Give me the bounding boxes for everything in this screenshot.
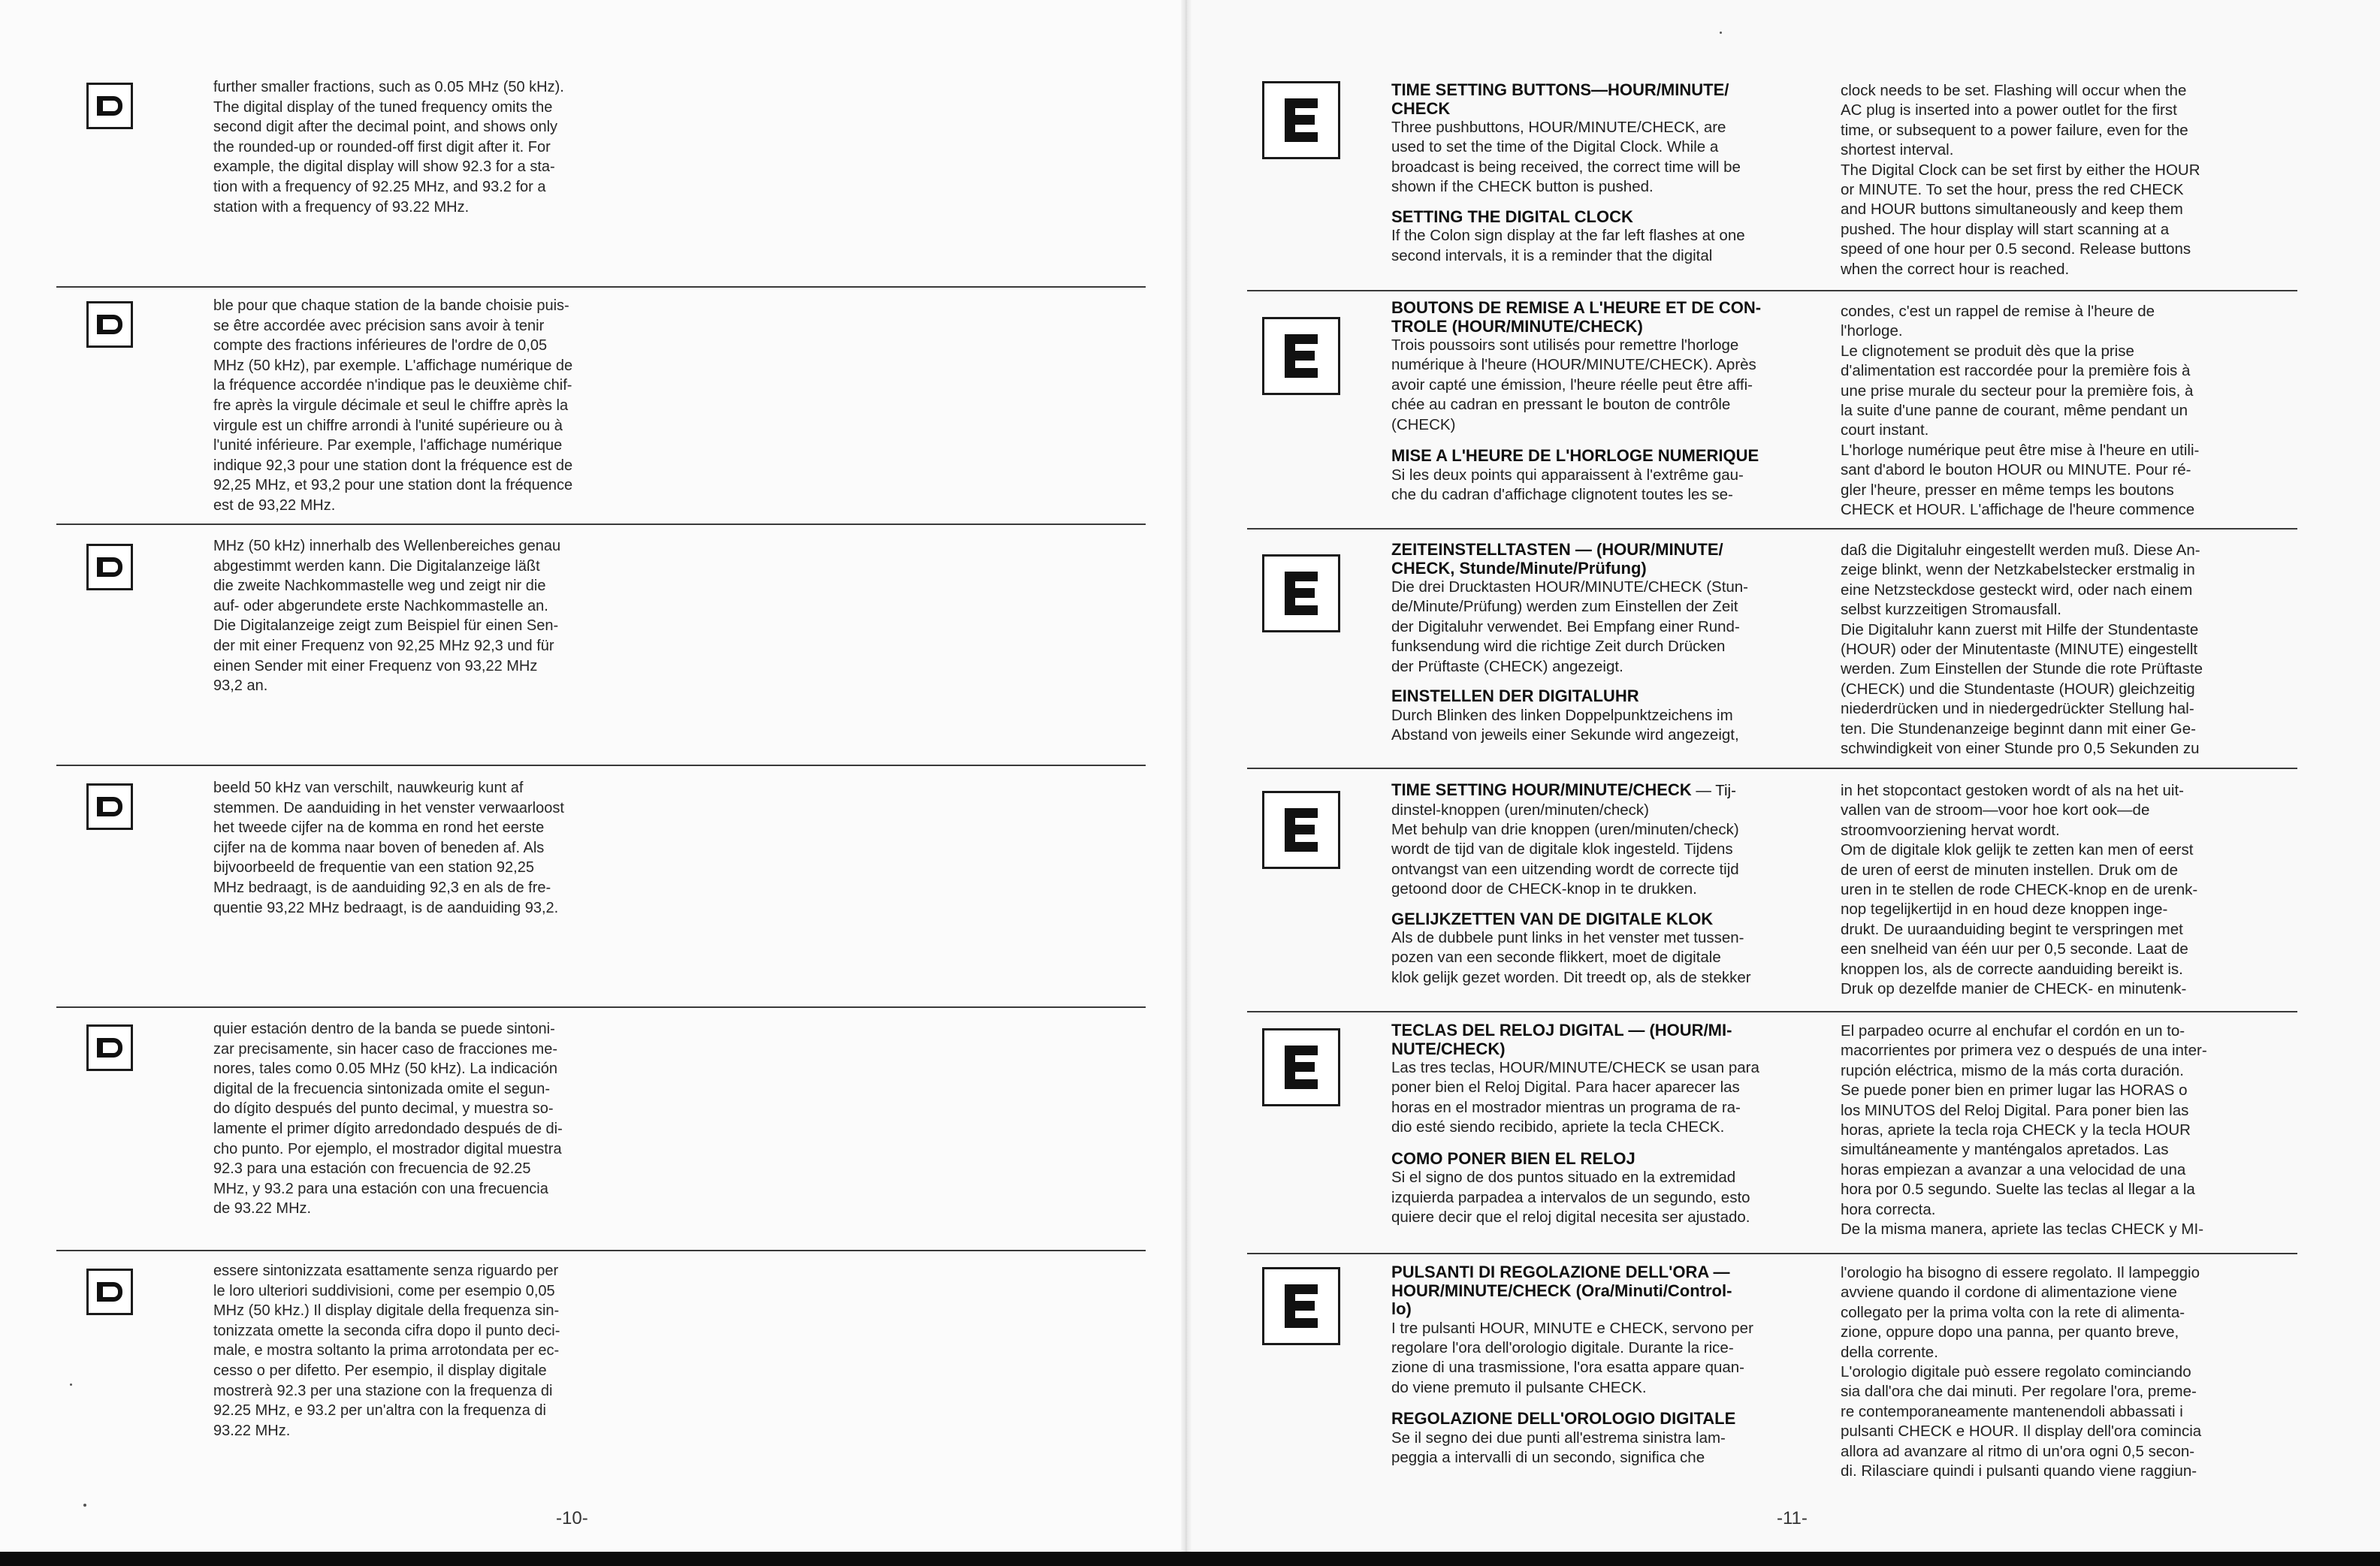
body-text: I tre pulsanti HOUR, MINUTE e CHECK, servono per regolare l'ora dell'orologio digitale. Durante la rice- zione di una trasmissione, l'ora esatta appare quan- do viene premuto il pulsante CHECK. <box>1391 1319 1753 1396</box>
body-text: Se il segno dei due punti all'estrema sinistra lam- peggia a intervalli di un secondo, significa che <box>1391 1429 1726 1467</box>
german-paragraph: MHz (50 kHz) innerhalb des Wellenbereiches genau abgestimmt werden kann. Die Digitalanzeige läßt die zweite Nachkommastelle weg und zeigt nir die auf- oder abgerundete erste Nachkommastelle an. Die Digitalanzeige zeigt zum Beispiel für einen Sen- der mit einer Frequenz von 92,25 MHz 92,3 und für einen Sender mit einer Frequenz von 93,22 MHz 93,2 an. <box>213 538 561 695</box>
body-text: daß die Digitaluhr eingestellt werden muß. Diese An- zeige blinkt, wenn der Netzkabelstecker erstmalig in eine Netzsteckdose gesteckt wird, oder nach einem selbst kurzzeitigen Stromausfall. Die Digitaluhr kann zuerst mit Hilfe der Stundentaste (HOUR) oder der Minutentaste (MINUTE) eingestellt werden. Zum Einstellen der Stunde die rote Prüftaste (CHECK) und die Stundentaste (HOUR) gleichzeitig niederdrücken und in niedergedrückter Stellung hal- ten. Die Stundenanzeige beginnt dann mit einer Ge- schwindigkeit von einer Stunde pro 0,5 Sekunden zu <box>1841 542 2203 758</box>
page-number-left: -10- <box>556 1508 588 1528</box>
body-text: clock needs to be set. Flashing will occur when the AC plug is inserted into a power outlet for the first time, or subsequent to a power failure, even for the shortest interval. The Digital Clock can be set first by either the HOUR or MINUTE. To set the hour, press the red CHECK and HOUR buttons simultaneously and keep them pushed. The hour display will start scanning at a speed of one hour per 0.5 second. Release buttons when the correct hour is reached. <box>1841 82 2200 278</box>
language-badge-e <box>1262 317 1340 395</box>
print-speck <box>70 1383 72 1386</box>
spanish-right-column <box>1841 1021 2250 1239</box>
body-text: condes, c'est un rappel de remise à l'heure de l'horloge. Le clignotement se produit dès que la prise d'alimentation est raccordée pour la première fois à une prise murale du secteur pour la première fois, à la suite d'une panne de courant, même pendant un court instant. L'horloge numérique peut être mise à l'heure en utili- sant d'abord le bouton HOUR ou MINUTE. Pour ré- gler l'heure, presser en même temps les boutons CHECK et HOUR. L'affichage de l'heure commence <box>1841 303 2200 519</box>
language-badge-d <box>86 1024 133 1071</box>
section-divider <box>1247 768 2297 769</box>
french-right-column <box>1841 302 2250 520</box>
section-heading: COMO PONER BIEN EL RELOJ <box>1391 1148 1635 1168</box>
body-text: El parpadeo ocurre al enchufar el cordón en un to- macorrientes por primera vez o después de una inter- rupción eléctrica, mismo de la más corta duración. Se puede poner bien en primer lugar las HORAS o los MINUTOS del Reloj Digital. Para poner bien las horas, apriete la tecla roja CHECK y la tecla HOUR simultáneamente y manténgalos apretados. Las horas empiezan a avanzar a una velocidad de una hora por 0.5 segundo. Suelte las teclas al llegar a la hora correcta. De la misma manera, apriete las teclas CHECK y MI- <box>1841 1022 2207 1239</box>
body-text: l'orologio ha bisogno di essere regolato. Il lampeggio avviene quando il cordone di alimentazione viene collegato per la prima volta con la rete di alimenta- zione, oppure dopo una panna, per quanto breve, della corrente. L'orologio digitale può essere regolato cominciando sia dall'ora che dai minuti. Per regolare l'ora, preme- re contemporaneamente mantenendoli abbassati i pulsanti CHECK e HOUR. Il display dell'ora comincia allora ad avanzare al ritmo di un'ora ogni 0,5 secon- di. Rilasciare quindi i pulsanti quando viene raggiun- <box>1841 1264 2202 1480</box>
spanish-left-column <box>1391 1021 1797 1227</box>
body-text: If the Colon sign display at the far left flashes at one second intervals, it is a reminder that the digital <box>1391 227 1745 264</box>
section-heading: PULSANTI DI REGOLAZIONE DELL'ORA — HOUR/MINUTE/CHECK (Ora/Minuti/Control- lo) <box>1391 1263 1732 1318</box>
body-text: dinstel-knoppen (uren/minuten/check) Met behulp van drie knoppen (uren/minuten/check) wordt de tijd van de digitale klok ingesteld. Tijdens ontvangst van een uitzending wordt de correcte tijd getoond door de CHECK-knop in te drukken. <box>1391 801 1739 898</box>
section-divider <box>1247 528 2297 530</box>
section-heading: ZEITEINSTELLTASTEN — (HOUR/MINUTE/ CHECK, Stunde/Minute/Prüfung) <box>1391 540 1723 578</box>
section-divider <box>1247 1253 2297 1254</box>
print-speck <box>1720 32 1722 34</box>
italian-right-column <box>1841 1263 2250 1481</box>
german-right-column <box>1841 541 2250 759</box>
section-heading: EINSTELLEN DER DIGITALUHR <box>1391 686 1639 706</box>
section-heading: GELIJKZETTEN VAN DE DIGITALE KLOK <box>1391 909 1714 928</box>
language-badge-e <box>1262 554 1340 632</box>
spanish-paragraph: quier estación dentro de la banda se puede sintoni- zar precisamente, sin hacer caso de fracciones me- nores, tales como 0.05 MHz (50 kHz). La indicación digital de la frecuencia sintonizada omite el segun- do dígito después del punto decimal, y muestra so- lamente el primer dígito arredondado después de di- cho punto. Por ejemplo, el mostrador digital muestra 92.3 para una estación con frecuencia de 92.25 MHz, y 93.2 para una estación con una frecuencia de 93.22 MHz. <box>213 1021 563 1217</box>
body-text: Si les deux points qui apparaissent à l'extrême gau- che du cadran d'affichage clignotent toutes les se- <box>1391 466 1744 503</box>
section-heading: REGOLAZIONE DELL'OROLOGIO DIGITALE <box>1391 1409 1736 1429</box>
italian-left-column <box>1391 1263 1797 1468</box>
body-text: Trois poussoirs sont utilisés pour remettre l'horloge numérique à l'heure (HOUR/MINUTE/CHECK). Après avoir capté une émission, l'heure réelle peut être affi- chée au cadran en pressant le bouton de contrôle (CHECK) <box>1391 336 1756 433</box>
french-left-column <box>1391 299 1797 505</box>
german-left-column <box>1391 541 1797 745</box>
section-heading: BOUTONS DE REMISE A L'HEURE ET DE CON- TROLE (HOUR/MINUTE/CHECK) <box>1391 298 1762 336</box>
language-badge-d <box>86 544 133 590</box>
section-heading: TECLAS DEL RELOJ DIGITAL — (HOUR/MI- NUTE/CHECK) <box>1391 1021 1732 1058</box>
body-text: Als de dubbele punt links in het venster met tussen- pozen van een seconde flikkert, moet de digitale klok gelijk gezet worden. Dit treedt op, als de stekker <box>1391 929 1751 986</box>
language-badge-e <box>1262 1028 1340 1106</box>
body-text: in het stopcontact gestoken wordt of als na het uit- vallen van de stroom—voor hoe kort ook—de stroomvoorziening hervat wordt. Om de digitale klok gelijk te zetten kan men of eerst de uren of eerst de minuten instellen. Druk om de uren in te stellen de rode CHECK-knop en de urenk- nop tegelijkertijd in en houd deze knoppen inge- drukt. De uuraanduiding begint te verspringen met een snelheid van één uur per 0,5 seconde. Laat de knoppen los, als de correcte aanduiding bereikt is. Druk op dezelfde manier de CHECK- en minutenk- <box>1841 782 2198 998</box>
language-badge-e <box>1262 1267 1340 1345</box>
french-paragraph: ble pour que chaque station de la bande choisie puis- se être accordée avec précision sans avoir à tenir compte des fractions inférieures de l'ordre de 0,05 MHz (50 kHz), par exemple. L'affichage numérique de la fréquence accordée n'indique pas le deuxième chif- fre après la virgule décimale et seul le chiffre après la virgule est un chiffre arrondi à l'unité supérieure ou à l'unité inférieure. Par exemple, l'affichage numérique indique 92,3 pour une station dont la fréquence est de 92,25 MHz, et 93,2 pour une station dont la fréquence est de 93,22 MHz. <box>213 297 573 514</box>
section-divider <box>1247 290 2297 291</box>
english-right-column <box>1841 81 2250 279</box>
book-spine <box>1181 0 1192 1566</box>
dutch-right-column <box>1841 781 2250 999</box>
body-text: Three pushbuttons, HOUR/MINUTE/CHECK, are used to set the time of the Digital Clock. While a broadcast is being received, the correct time will be shown if the CHECK button is pushed. <box>1391 119 1741 196</box>
section-divider <box>56 1250 1146 1251</box>
body-text: Durch Blinken des linken Doppelpunktzeichens im Abstand von jeweils einer Sekunde wird angezeigt, <box>1391 706 1739 744</box>
language-badge-e <box>1262 791 1340 869</box>
language-badge-d <box>86 301 133 348</box>
section-divider <box>56 286 1146 288</box>
language-badge-e <box>1262 81 1340 159</box>
dutch-left-column <box>1391 781 1797 988</box>
section-heading: TIME SETTING BUTTONS—HOUR/MINUTE/ CHECK <box>1391 80 1729 118</box>
scan-bottom-edge <box>0 1552 2380 1566</box>
section-heading: MISE A L'HEURE DE L'HORLOGE NUMERIQUE <box>1391 446 1759 466</box>
print-speck <box>83 1504 86 1507</box>
section-divider <box>56 1006 1146 1008</box>
language-badge-d <box>86 83 133 129</box>
body-text: Las tres teclas, HOUR/MINUTE/CHECK se usan para poner bien el Reloj Digital. Para hacer aparecer las horas en el mostrador mientras un programa de ra- dio esté siendo recibido, apriete la tecla CHECK. <box>1391 1059 1759 1136</box>
language-badge-d <box>86 783 133 830</box>
language-badge-d <box>86 1269 133 1315</box>
section-divider <box>56 765 1146 766</box>
dutch-paragraph: beeld 50 kHz van verschilt, nauwkeurig kunt af stemmen. De aanduiding in het venster verwaarloost het tweede cijfer na de komma en rond het eerste cijfer na de komma naar boven of beneden af. Als bijvoorbeeld de frequentie van een station 92,25 MHz bedraagt, is de aanduiding 92,3 en als de fre- quentie 93,22 MHz bedraagt, is de aanduiding 93,2. <box>213 780 564 916</box>
body-text: Die drei Drucktasten HOUR/MINUTE/CHECK (Stun- de/Minute/Prüfung) werden zum Einstellen der Zeit der Digitaluhr verwendet. Bei Empfang einer Rund- funksendung wird die richtige Zeit durch Drücken der Prüftaste (CHECK) angezeigt. <box>1391 578 1749 675</box>
section-heading: SETTING THE DIGITAL CLOCK <box>1391 207 1633 226</box>
italian-paragraph: essere sintonizzata esattamente senza riguardo per le loro ulteriori suddivisioni, come per esempio 0,05 MHz (50 kHz.) Il display digitale della frequenza sin- tonizzata omette la seconda cifra dopo il punto deci- male, e mostra soltanto la prima arrotondata per ec- cesso o per difetto. Per esempio, il display digitale mostrerà 92.3 per una stazione con la frequenza di 92.25 MHz, e 93.2 per un'altra con la frequenza di 93.22 MHz. <box>213 1263 560 1439</box>
page-number-right: -11- <box>1777 1508 1808 1528</box>
section-divider <box>56 524 1146 525</box>
english-left-column <box>1391 81 1797 266</box>
section-divider <box>1247 1011 2297 1012</box>
body-text: Si el signo de dos puntos situado en la extremidad izquierda parpadea a intervalos de un segundo, esto quiere decir que el reloj digital necesita ser ajustado. <box>1391 1169 1750 1226</box>
english-paragraph: further smaller fractions, such as 0.05 MHz (50 kHz). The digital display of the tuned frequency omits the second digit after the decimal point, and shows only the rounded-up or rounded-off first digit after it. For example, the digital display will show 92.3 for a sta- tion with a frequency of 92.25 MHz, and 93.2 for a station with a frequency of 93.22 MHz. <box>213 79 564 216</box>
section-heading: TIME SETTING HOUR/MINUTE/CHECK — Tij- <box>1391 780 1736 799</box>
